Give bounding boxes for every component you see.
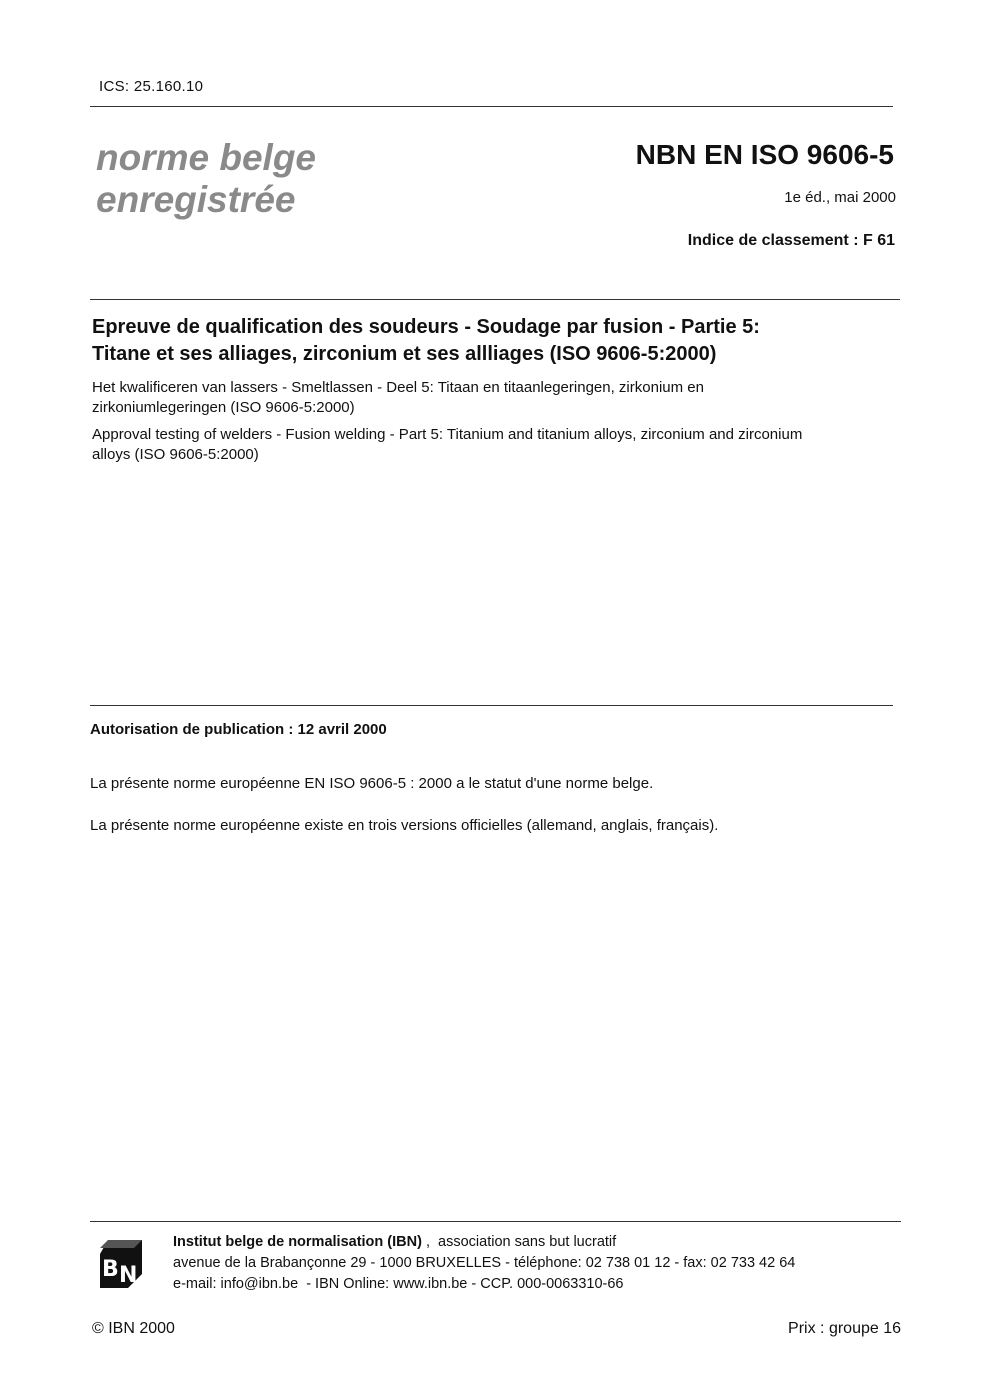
institute-name: Institut belge de normalisation (IBN) — [173, 1234, 422, 1250]
standard-number: NBN EN ISO 9606-5 — [635, 139, 894, 170]
institute-suffix: , association sans but lucratif — [421, 1234, 617, 1250]
footer-divider — [90, 1221, 901, 1222]
title-french-line-2: Titane et ses alliages, zirconium et ses allliages (ISO 9606-5:2000) — [92, 343, 717, 365]
title-french — [92, 314, 912, 368]
title-dutch-line-1: Het kwalificeren van lassers - Smeltlassen - Deel 5: Titaan en titaanlegeringen, zirkonium en — [92, 379, 704, 396]
title-english-line-2: alloys (ISO 9606-5:2000) — [92, 446, 259, 463]
svg-text:N: N — [119, 1263, 138, 1288]
title-french-line-1: Epreuve de qualification des soudeurs - Soudage par fusion - Partie 5: — [92, 316, 760, 338]
svg-text:B: B — [102, 1257, 119, 1282]
institute-info — [173, 1232, 795, 1295]
institute-address: avenue de la Brabançonne 29 - 1000 BRUXELLES - téléphone: 02 738 01 12 - fax: 02 733 42 64 — [173, 1255, 796, 1271]
price-group: Prix : groupe 16 — [788, 1320, 901, 1337]
brand-title — [96, 137, 316, 221]
ibn-logo-icon — [94, 1234, 150, 1290]
title-dutch — [92, 378, 902, 418]
title-english-line-1: Approval testing of welders - Fusion welding - Part 5: Titanium and titanium alloys, zirconium and zirconium — [92, 426, 803, 443]
institute-line-1 — [173, 1232, 795, 1253]
edition-date: 1e éd., mai 2000 — [784, 189, 896, 206]
copyright: © IBN 2000 — [92, 1320, 175, 1337]
body-divider — [90, 705, 893, 706]
ics-code: ICS: 25.160.10 — [99, 78, 204, 95]
classification-index: Indice de classement : F 61 — [687, 232, 895, 249]
title-dutch-line-2: zirkoniumlegeringen (ISO 9606-5:2000) — [92, 399, 355, 416]
publication-authorization: Autorisation de publication : 12 avril 2000 — [90, 721, 387, 738]
brand-line-1: norme belge — [96, 137, 316, 178]
top-divider — [90, 106, 893, 107]
versions-paragraph: La présente norme européenne existe en trois versions officielles (allemand, anglais, français). — [90, 817, 719, 834]
title-english — [92, 425, 902, 465]
brand-line-2: enregistrée — [96, 179, 296, 220]
title-divider — [90, 299, 900, 300]
institute-contact: e-mail: info@ibn.be - IBN Online: www.ibn.be - CCP. 000-0063310-66 — [173, 1276, 624, 1292]
status-paragraph: La présente norme européenne EN ISO 9606-5 : 2000 a le statut d'une norme belge. — [90, 775, 654, 792]
